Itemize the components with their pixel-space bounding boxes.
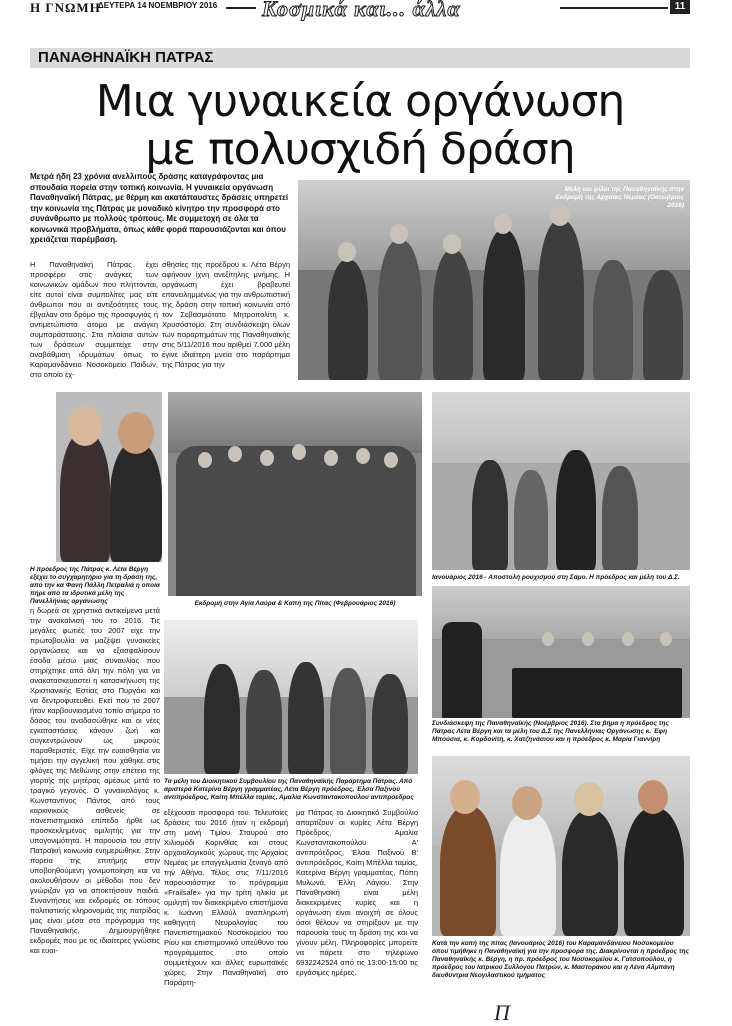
article-lead: Μετρά ήδη 23 χρόνια ανελλιπούς δράσης καταγράφοντας μια σπουδαία πορεία στην τοπική κοινωνία. Η γυναικεία οργάνωση Παναθηναϊκή Πάτρας, με θέρμη και ακατάπαυστες δράσεις υπηρετεί την κοινωνία της Πάτρας με μοναδικό κίνητρο την προσφορά στο συνάνθρωπο με πολλούς τρόπους. Με συμμετοχή σε όλα τα κοινωνικά προβλήματα, όπως κάθε φορά παρουσιάζονται και όπου χρειάζεται παρέμβαση. <box>30 172 289 244</box>
article-col2-bottom: εξέχουσα προσφορά του. Τελευταίες δράσεις του 2016 ήταν η εκδρομή στη μονή Τιμίου Σταυρού στο Χιλιομόδι Κορινθίας και στους αρχαιολογικούς χώρους της Αρχαίας Νεμέας με επαγγελματία ξεναγό από την Αθήνα. Τέλος στις 7/11/2016 παρουσιάστηκε το πρόγραμμα «Frailsafe» για την τρίτη ηλικία με ομιλητή τον διακεκριμένο επιστήμονα κ. Ιωάννη Ελλούλ αναπληρωτή καθηγητή Νευρολογίας του Πανεπιστημιακού Νοσοκομείου του Ρίου και επιστημονικό υπεύθυνο του προγράμματος στο οποίο συμμετέχουν και άλλες ευρωπαϊκές χώρες. Στην Παναθηναϊκή στο Παράρτη- <box>164 808 288 987</box>
caption-president: Η πρόεδρος της Πάτρας κ. Λέτα Βέργη εξέχει το συγχαρητήριο για τη δράση της, από την κα Φανή Πάλλη Πετραλιά η οποία πήρε από τα ιδρυτικά μέλη της Πανελλήνιας οργάνωσης <box>30 566 160 605</box>
header-rule-left <box>226 7 256 9</box>
section-tag: ΠΑΝΑΘΗΝΑΪΚΗ ΠΑΤΡΑΣ <box>30 48 690 68</box>
photo-samos <box>432 392 690 570</box>
caption-samos: Ιανουάριος 2016 - Αποστολή ρουχισμού στη Σάμο. Η πρόεδρος και μέλη του Δ.Σ. <box>432 574 680 581</box>
newspaper-name: Η ΓΝΩΜΗ <box>30 0 101 15</box>
photo-pita <box>432 756 690 936</box>
photo-agia-lavra <box>168 392 422 596</box>
page-number: 11 <box>670 0 690 14</box>
issue-date: ΔΕΥΤΕΡΑ 14 ΝΟΕΜΒΡΙΟΥ 2016 <box>98 1 218 10</box>
photo-president <box>56 392 162 562</box>
article-col1-top: Η Παναθηναϊκή Πάτρας έχει προσφέρει στις ανάγκες των κοινωνικών ομάδων που πλήττονται, είτε αυτοί είναι συμπολίτες μας είτε άνθρωποι που οι αντιξοότητες τους έβγαλαν στο δρόμο της προσφυγιάς ή αντιμετώπιστα άτομα με ανάγκη συμπαράστασης. Στα πλαίσια αυτών των δράσεων συμμετείχε στην αναβάθμιση ιδρυμάτων όπως το Καραμανδάνειο Νοσοκομείο Παίδων, στο οποίο έχ- <box>30 260 158 379</box>
photo-conference <box>432 586 690 718</box>
caption-agia-lavra: Εκδρομή στην Αγία Λαύρα & Καπή της Πίτας (Φεβρουάριος 2016) <box>194 600 396 607</box>
signature-mark: Π <box>494 1000 510 1025</box>
section-title: Κοσμικά και... άλλα <box>262 0 461 21</box>
caption-board: Τα μέλη του Διοικητικού Συμβουλίου της Παναθηναϊκής Παράρτημα Πάτρας. Από αριστερά Κατερίνα Βέργη γραμματέας, Λέτα Βέργη πρόεδρος, Έλσα Παξινού αντιπρόεδρος, Καίτη Μπέλλα ταμίας, Αμαλία Κωνσταντακοπούλου αντιπρόεδρος <box>164 778 414 801</box>
article-col1-bottom: η δωρεά σε χρηστικά αντικείμενα μετά την ανακαίνισή του το 2016. Τις μεγάλες φωτιές του 2007 είχε την πρωτοβουλία να μαζέψει γυναικείες οργανώσεις και να εξασφαλίσουν έσοδα μέσω μιας συναυλίας που στηρίχτηκε από όλη την πόλη για να ανακατασκευαστεί η κατασκήνωση της Χριστιανικής Εστίας στο Πυργάκι και να δεντροφυτευθεί. Εκεί που το 2007 ήταν καρβουνιασμένο τοπίο σήμερα το δάσος του αναδασώθηκε και οι νέες εγκαταστάσεις κάνουν ζωή και συγκεντρώνουν ως μικρούς παραθεριστές. Είχε την ευαισθησία να τιμήσει την αγγελική που χάθηκε στις φλόγες της Μεθώνης στην επέτειο της γιορτής της μητέρας αμέσως μετά το τραγικό γεγονός. Ο γυναικολόγος κ. Κωνσταντίνος Πάντος από τους καρκινικούς ασθενείς σε πανεπιστημιακό επίπεδο ήρθε ως προσκεκλημένος ομιλητής για την υπογονιμότητα. Η παρουσία του στην Πατραϊκή κοινωνία ενημερώθηκε. Στην πορεία της επιτήμης στην υποβοηθούμενη γονιμοποίηση και να ακολουθήσουν οι μέθοδοι που δεν γνώριζαν για να αποκτήσουν παιδιά. Συναντήσεις και εκδρομές σε τόπους πολιτιστικής κληρονομιάς της πατρίδας μας είναι μέσα στο πρόγραμμα της Παναθηναϊκής. Δημιουργήθηκε εκδρομές που με τις ιδιαίτερες γνώσεις και ευαι- <box>30 606 160 955</box>
caption-pita: Κατά την κοπή της πίτας (Ιανουάριος 2016) του Καραμανδάνειου Νοσοκομείου όπου τιμήθηκε η Παναθηναϊκή για την προσφορά της. Διακρίνονται η πρόεδρος της Παναθηναϊκής κ. Βέργη, η πρ. πρόεδρος του Νοσοκομείου κ. Γατσοπούλου, η πρόεδρος του Ιατρικού Συλλόγου Πατρών, κ. Μαστοράκου και η Λένα Αλμπάνη διευθύντρια Νεογιλαστικού τμήματος <box>432 940 689 979</box>
caption-nemea: Μέλη και φίλοι της Παναθηναϊκής στην Εκδρομή της Αρχαίας Νεμέας (Οκτώβριος 2016) <box>555 186 684 209</box>
article-col2-top: σθησίες της προέδρου κ. Λέτα Βέργη αφήνουν ίχνη ανεξίτηλης μνήμης. Η οργάνωση έχει βραβευτεί επανειλημμένως για την ανθρωπιστική της δράση στην τοπική κοινωνία από τον Σεβασμιότατο Μητροπολίτη κ. Χρυσόστομο. Στη συνδιάσκεψη όλων των παραρτημάτων της Παναθηναϊκής στις 5/11/2016 που αριθμεί 7.000 μέλη έγινε ιδιαίτερη μνεία στο παράρτημα της Πάτρας για την <box>162 260 290 369</box>
photo-nemea-excursion <box>298 180 690 380</box>
headline-line-2: με πολυσχιδή δράση <box>145 124 575 175</box>
headline-line-1: Μια γυναικεία οργάνωση <box>95 76 625 127</box>
photo-board <box>164 620 418 774</box>
header-rule-right <box>560 7 668 9</box>
article-col3-bottom: μα Πάτρας το Διοικητικό Συμβούλιο απαρτίζουν οι κυρίες Λέτα Βέργη Πρόεδρος, Αμαλία Κωνσταντακοπούλου Α' αντιπρόεδρος, Έλσα Παξινού Β' αντιπρόεδρος, Καίτη Μπέλλα ταμίας, Κατερίνα Βέργη γραμματέας, Πόπη Μυλωνά, Έλλη Λάγιου. Στην Παναθηναϊκή είναι μέλη διακεκριμένες κυρίες και η οργάνωση είναι ανοιχτή σε όλους όσοι θέλουν να στηρίξουν με την παρουσία τους τη δράση της και να γίνουν μέλη. Πληροφορίες μπορείτε να πάρετε στο τηλέφωνο 6932242524 από τις 13:00-15:00 τις εργάσιμες ημέρες. <box>296 808 418 977</box>
caption-conference: Συνδιάσκεψη της Παναθηναϊκής (Νοέμβριος 2016). Στο βήμα η πρόεδρος της Πάτρας Λέτα Βέργη και τα μέλη του Δ.Σ της Πανελλήνιας Οργάνωσης κ. Έφη Μπούσια, κ. Κορδονίτη, κ. Χατζηνάσιου και η πρόεδρος κ. Μαρία Γιαννίρη <box>432 720 669 743</box>
